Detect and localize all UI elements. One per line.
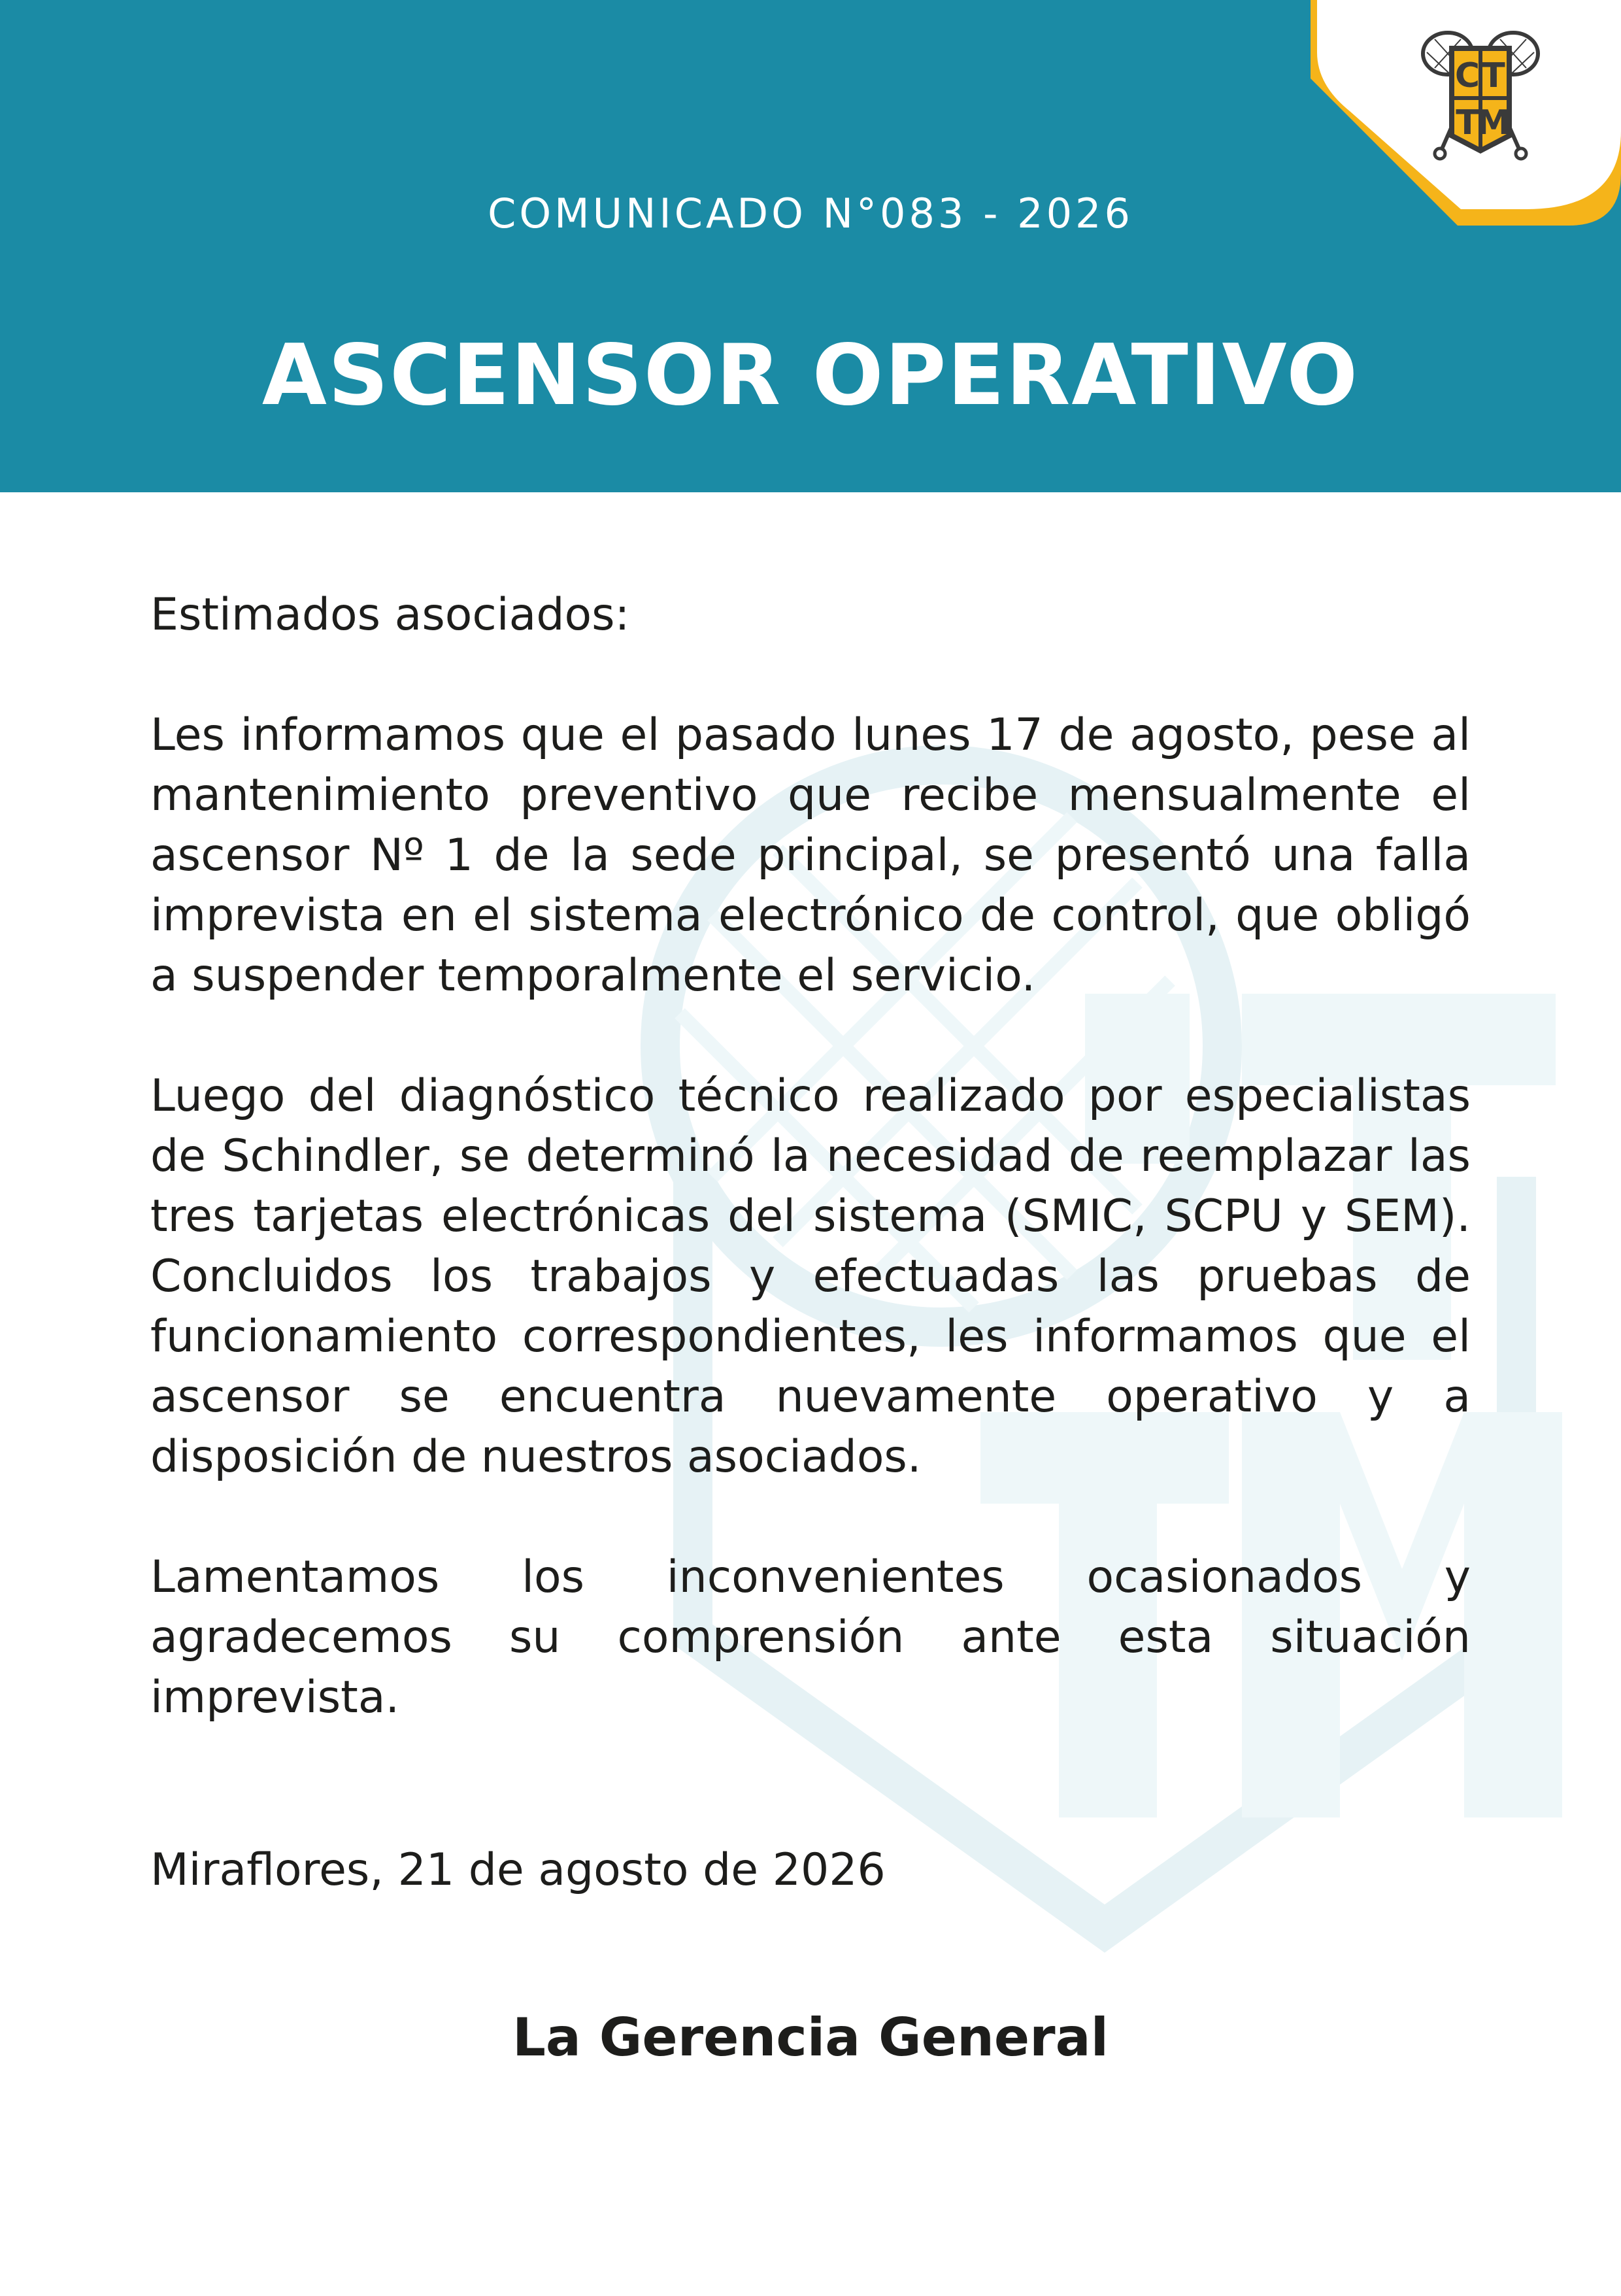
club-logo — [1311, 0, 1621, 226]
logo-letter-c: C — [1454, 56, 1480, 95]
logo-letter-m: M — [1477, 103, 1511, 143]
logo-letter-t: T — [1482, 56, 1505, 95]
paragraph: Les informamos que el pasado lunes 17 de agosto, pese al mantenimiento preventivo que recibe mensualmente el ascensor Nº 1 de la sede principal, se presentó una falla imprevista en el sistema electrónico de control, que obligó a suspender temporalmente el servicio. — [150, 709, 1471, 1002]
paragraph: Lamentamos los inconvenientes ocasionados y agradecemos su comprensión ante esta situación imprevista. — [150, 1551, 1471, 1723]
page-title: ASCENSOR OPERATIVO — [261, 327, 1360, 424]
communique-number: COMUNICADO N°083 - 2026 — [488, 190, 1133, 237]
paragraph: Luego del diagnóstico técnico realizado por especialistas de Schindler, se determinó la necesidad de reemplazar las tres tarjetas electrónicas del sistema (SMIC, SCPU y SEM). Concluidos los trabajos y efectuadas las pruebas de funcionamiento correspondientes, les informamos que el ascensor se encuentra nuevamente operativo y a disposición de nuestros asociados. — [150, 1070, 1471, 1483]
signature: La Gerencia General — [512, 2007, 1109, 2068]
logo-letter-t2: T — [1456, 103, 1479, 143]
letter-body — [150, 585, 1471, 1788]
date-line: Miraflores, 21 de agosto de 2026 — [150, 1844, 886, 1896]
greeting: Estimados asociados: — [150, 589, 630, 641]
